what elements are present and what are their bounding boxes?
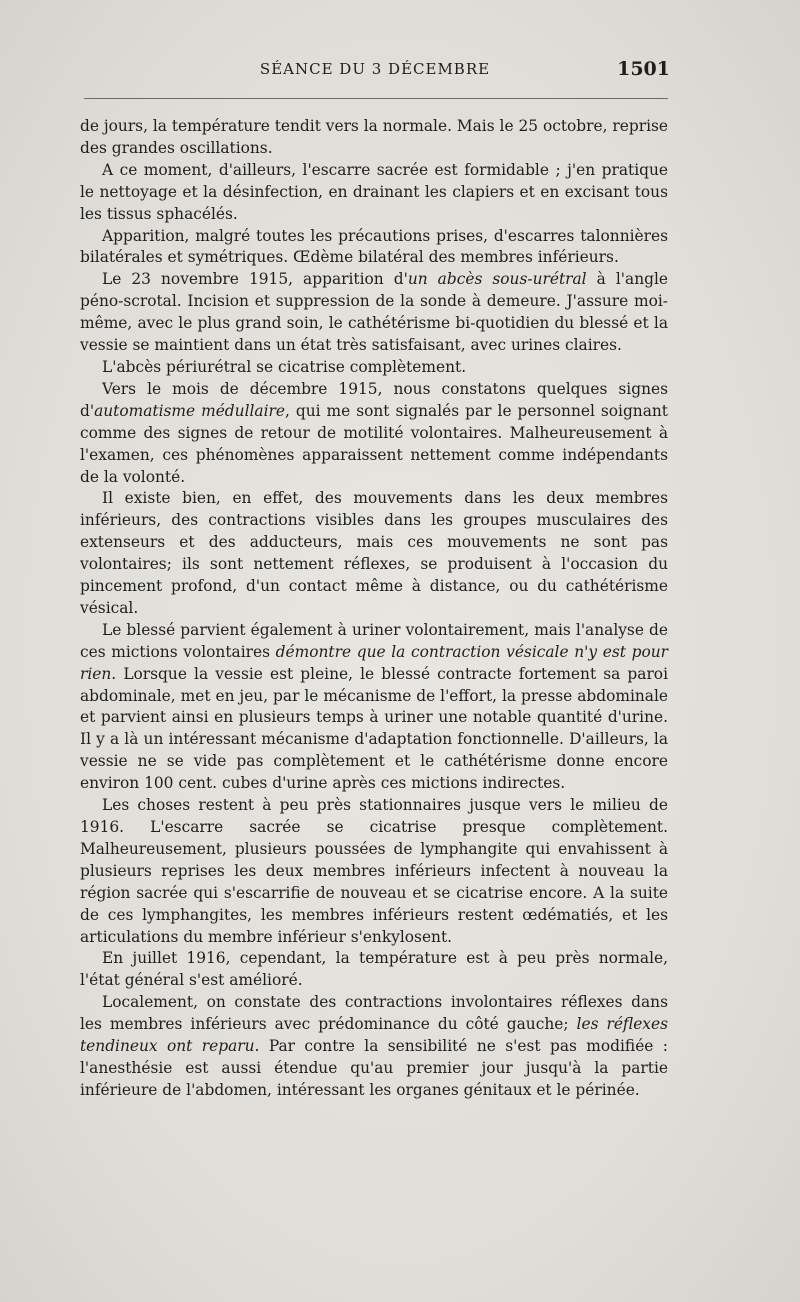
text-run: L'abcès périurétral se cicatrise complètement.	[102, 357, 467, 376]
paragraph	[80, 948, 668, 992]
text-run: Vers le mois de décembre 1915, nous constatons quelques signes d'	[80, 379, 668, 420]
text-run: Les choses restent à peu près stationnaires jusque vers le milieu de 1916. L'escarre sacrée se cicatrise presque complètement. Malheureusement, plusieurs poussées de lymphangite qui envahissent à plusieurs reprises les deux membres inférieurs infectent à nouveau la région sacrée qui s'escarrifie de nouveau et se cicatrise encore. A la suite de ces lymphangites, les membres inférieurs restent œdématiés, et les articulations du membre inférieur s'enkylosent.	[80, 796, 668, 946]
italic-text: les réflexes tendineux ont reparu.	[80, 1015, 668, 1056]
italic-text: automatisme médullaire	[94, 401, 285, 420]
body-text	[80, 116, 668, 1102]
text-run: Lorsque la vessie est pleine, le blessé contracte fortement sa paroi abdominale, met en jeu, par le mécanisme de l'effort, la presse abdominale et parvient ainsi en plusieurs temps à uriner une notable quantité d'urine. Il y a là un intéressant mécanisme d'adaptation fonctionnelle. D'ailleurs, la vessie ne se vide pas complètement et le cathétérisme donne encore environ 100 cent. cubes d'urine après ces mictions indirectes.	[80, 664, 668, 793]
paragraph	[80, 160, 668, 226]
paragraph	[80, 116, 668, 160]
italic-text: démontre que la contraction vésicale n'y est pour rien.	[80, 642, 668, 683]
paragraph	[80, 992, 668, 1102]
text-run: Le 23 novembre 1915, apparition d'	[102, 270, 408, 289]
text-run: A ce moment, d'ailleurs, l'escarre sacrée est formidable ; j'en pratique le nettoyage et la désinfection, en drainant les clapiers et en excisant tous les tissus sphacélés.	[80, 160, 668, 223]
text-run: Le blessé parvient également à uriner volontairement, mais l'analyse de ces mictions volontaires	[80, 620, 668, 661]
header-title: SÉANCE DU 3 DÉCEMBRE	[259, 60, 491, 78]
page-number: 1501	[617, 58, 670, 80]
text-run: de jours, la température tendit vers la normale. Mais le 25 octobre, reprise des grandes oscillations.	[80, 117, 668, 157]
text-run: Par contre la sensibilité ne s'est pas modifiée : l'anesthésie est aussi étendue qu'au premier jour jusqu'à la partie inférieure de l'abdomen, intéressant les organes génitaux et le périnée.	[80, 1037, 668, 1099]
paragraph	[80, 795, 668, 948]
paragraph	[80, 379, 668, 489]
paragraph	[80, 226, 668, 270]
running-header	[80, 60, 670, 84]
paragraph	[80, 269, 668, 357]
italic-text: un abcès sous-urétral	[407, 270, 587, 289]
paragraph	[80, 620, 668, 795]
header-rule	[84, 98, 668, 99]
text-run: Localement, on constate des contractions involontaires réflexes dans les membres inférieurs avec prédominance du côté gauche;	[80, 993, 668, 1034]
text-run: Il existe bien, en effet, des mouvements dans les deux membres inférieurs, des contractions visibles dans les groupes musculaires des extenseurs et des adducteurs, mais ces mouvements ne sont pas volontaires; ils sont nettement réflexes, se produisent à l'occasion du pincement profond, d'un contact même à distance, ou du cathétérisme vésical.	[80, 489, 668, 617]
text-run: Apparition, malgré toutes les précautions prises, d'escarres talonnières bilatérales et symétriques. Œdème bilatéral des membres inférieurs.	[80, 226, 668, 267]
paragraph	[80, 357, 668, 379]
text-run: , qui me sont signalés par le personnel soignant comme des signes de retour de motilité volontaires. Malheureusement à l'examen, ces phénomènes apparaissent nettement comme indépendants de la volonté.	[80, 401, 668, 486]
text-run: à l'angle péno-scrotal. Incision et suppression de la sonde à demeure. J'assure moi-même, avec le plus grand soin, le cathétérisme bi-quotidien du blessé et la vessie se maintient dans un état très satisfaisant, avec urines claires.	[80, 270, 668, 355]
text-run: En juillet 1916, cependant, la température est à peu près normale, l'état général s'est amélioré.	[80, 949, 668, 990]
paragraph	[80, 488, 668, 619]
